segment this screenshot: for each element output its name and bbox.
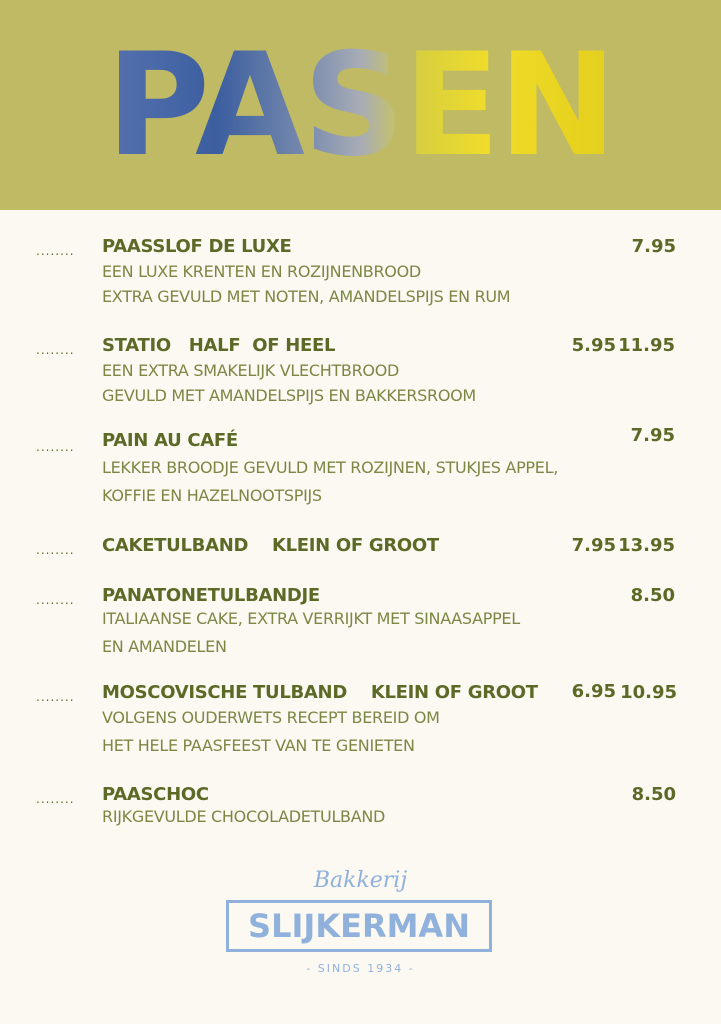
item-description: KOFFIE EN HAZELNOOTSPIJS <box>102 486 322 505</box>
header-banner <box>0 0 721 210</box>
item-price-small: 6.95 <box>571 681 616 702</box>
item-description: RIJKGEVULDE CHOCOLADETULBAND <box>102 807 386 826</box>
leader-dots: ........ <box>36 543 75 557</box>
leader-dots: ........ <box>36 690 75 704</box>
leader-dots: ........ <box>36 343 75 357</box>
item-description: EEN EXTRA SMAKELIJK VLECHTBROOD <box>102 361 400 380</box>
item-price: 8.50 <box>630 585 675 606</box>
leader-dots: ........ <box>36 440 75 454</box>
item-price: 7.95 <box>630 425 675 446</box>
bakery-logo <box>0 868 721 988</box>
item-description: EEN LUXE KRENTEN EN ROZIJNENBROOD <box>102 262 421 281</box>
leader-dots: ........ <box>36 244 75 258</box>
item-name: PANATONETULBANDJE <box>102 585 320 606</box>
item-name: PAASSLOF DE LUXE <box>102 236 292 257</box>
item-description: EXTRA GEVULD MET NOTEN, AMANDELSPIJS EN RUM <box>102 287 511 306</box>
item-name: CAKETULBAND KLEIN OF GROOT <box>102 535 439 556</box>
item-description: ITALIAANSE CAKE, EXTRA VERRIJKT MET SINAASAPPEL <box>102 609 520 628</box>
item-name: PAASCHOC <box>102 784 209 805</box>
item-price-small: 5.95 <box>571 335 616 356</box>
logo-name-box: SLIJKERMAN <box>226 900 492 952</box>
item-price-large: 13.95 <box>618 535 675 556</box>
leader-dots: ........ <box>36 593 75 607</box>
item-description: GEVULD MET AMANDELSPIJS EN BAKKERSROOM <box>102 386 476 405</box>
item-description: VOLGENS OUDERWETS RECEPT BEREID OM <box>102 708 440 727</box>
item-description: HET HELE PAASFEEST VAN TE GENIETEN <box>102 736 415 755</box>
item-price: 7.95 <box>631 236 676 257</box>
leader-dots: ........ <box>36 792 75 806</box>
item-name: PAIN AU CAFÉ <box>102 430 238 451</box>
item-name: STATIO HALF OF HEEL <box>102 335 336 356</box>
item-description: EN AMANDELEN <box>102 637 227 656</box>
item-price-large: 11.95 <box>618 335 675 356</box>
logo-since-text: - SINDS 1934 - <box>306 962 415 975</box>
item-price-large: 10.95 <box>620 682 677 703</box>
item-price-small: 7.95 <box>571 535 616 556</box>
logo-script-text: Bakkerij <box>313 868 408 893</box>
item-description: LEKKER BROODJE GEVULD MET ROZIJNEN, STUKJES APPEL, <box>102 458 558 477</box>
item-price: 8.50 <box>631 784 676 805</box>
item-name: MOSCOVISCHE TULBAND KLEIN OF GROOT <box>102 682 538 703</box>
page-title: PASEN <box>0 36 721 176</box>
